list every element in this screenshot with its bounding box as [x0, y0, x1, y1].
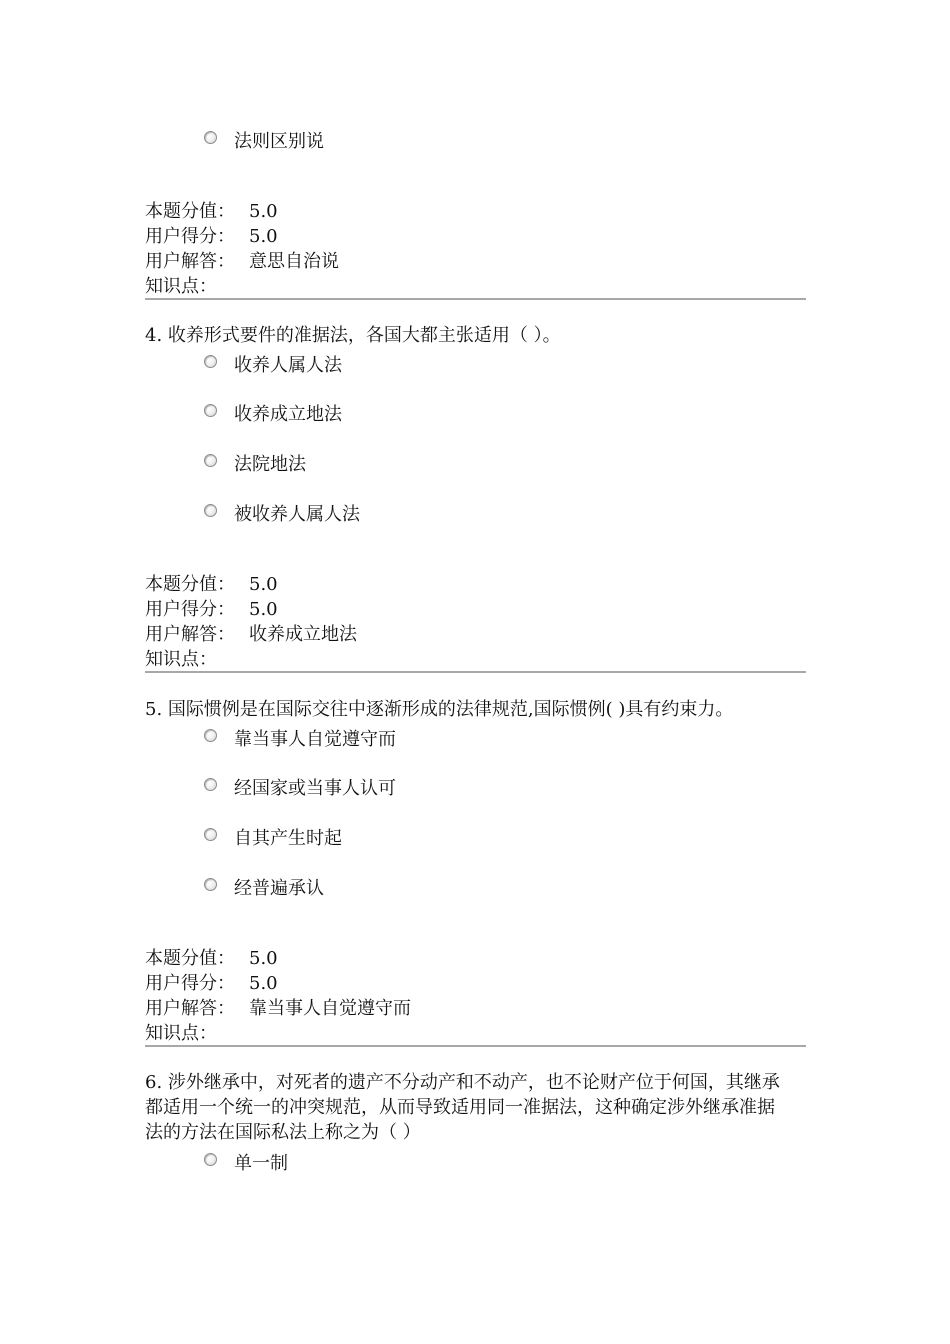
radio-icon[interactable]: [204, 729, 217, 742]
q3-result-meta: [145, 199, 525, 299]
score-value: 5.0: [249, 201, 278, 222]
user-score-row: [145, 971, 525, 996]
radio-icon[interactable]: [204, 454, 217, 467]
q4-result-meta: [145, 572, 525, 672]
score-label: 本题分值：: [145, 201, 235, 222]
radio-icon[interactable]: [204, 878, 217, 891]
divider: [145, 671, 806, 673]
user-score-row: [145, 597, 525, 622]
option-label: 收养人属人法: [234, 355, 342, 376]
q5-option-4[interactable]: [204, 876, 324, 902]
score-row: [145, 572, 525, 597]
score-row: [145, 199, 525, 224]
user-score-label: 用户得分：: [145, 599, 235, 620]
knowledge-row: [145, 274, 525, 299]
user-score-label: 用户得分：: [145, 973, 235, 994]
q6-text-line: 6. 涉外继承中，对死者的遗产不分动产和不动产，也不论财产位于何国，其继承: [145, 1072, 780, 1093]
user-answer-value: 意思自治说: [249, 251, 339, 272]
divider: [145, 1045, 806, 1047]
knowledge-row: [145, 647, 525, 672]
q5-option-3[interactable]: [204, 826, 342, 852]
knowledge-label: 知识点：: [145, 1023, 217, 1044]
option-label: 收养成立地法: [234, 404, 342, 425]
radio-icon[interactable]: [204, 828, 217, 841]
user-answer-row: [145, 249, 525, 274]
option-label: 被收养人属人法: [234, 504, 360, 525]
q5-result-meta: [145, 946, 525, 1046]
q4-option-3[interactable]: [204, 452, 306, 478]
user-answer-label: 用户解答：: [145, 998, 235, 1019]
user-score-value: 5.0: [249, 973, 278, 994]
q4-option-4[interactable]: [204, 502, 360, 528]
option-label: 经国家或当事人认可: [234, 778, 396, 799]
option-label: 经普遍承认: [234, 878, 324, 899]
user-answer-label: 用户解答：: [145, 251, 235, 272]
option-label: 法院地法: [234, 454, 306, 475]
q4-text: 4. 收养形式要件的准据法，各国大都主张适用（ ）。: [145, 325, 561, 346]
user-answer-label: 用户解答：: [145, 624, 235, 645]
q6-text: [145, 1070, 810, 1145]
q6-text-line: 都适用一个统一的冲突规范，从而导致适用同一准据法，这种确定涉外继承准据: [145, 1097, 775, 1118]
q4-option-2[interactable]: [204, 402, 342, 428]
radio-icon[interactable]: [204, 404, 217, 417]
score-value: 5.0: [249, 574, 278, 595]
q6-option-1[interactable]: [204, 1151, 288, 1177]
radio-icon[interactable]: [204, 355, 217, 368]
option-label: 自其产生时起: [234, 828, 342, 849]
knowledge-row: [145, 1021, 525, 1046]
radio-icon[interactable]: [204, 1153, 217, 1166]
q3-option-1[interactable]: [204, 129, 324, 155]
knowledge-label: 知识点：: [145, 649, 217, 670]
radio-icon[interactable]: [204, 131, 217, 144]
option-label: 法则区别说: [234, 131, 324, 152]
radio-icon[interactable]: [204, 778, 217, 791]
q5-option-2[interactable]: [204, 776, 396, 802]
user-answer-value: 靠当事人自觉遵守而: [249, 998, 411, 1019]
user-score-value: 5.0: [249, 599, 278, 620]
q6-text-line: 法的方法在国际私法上称之为（ ）: [145, 1122, 421, 1143]
q4-option-1[interactable]: [204, 353, 342, 379]
user-score-row: [145, 224, 525, 249]
radio-icon[interactable]: [204, 504, 217, 517]
q5-text: 5. 国际惯例是在国际交往中逐渐形成的法律规范,国际惯例( )具有约束力。: [145, 699, 734, 720]
score-label: 本题分值：: [145, 948, 235, 969]
user-score-value: 5.0: [249, 226, 278, 247]
user-answer-value: 收养成立地法: [249, 624, 357, 645]
divider: [145, 298, 806, 300]
score-value: 5.0: [249, 948, 278, 969]
option-label: 靠当事人自觉遵守而: [234, 729, 396, 750]
user-answer-row: [145, 996, 525, 1021]
knowledge-label: 知识点：: [145, 276, 217, 297]
score-row: [145, 946, 525, 971]
q5-option-1[interactable]: [204, 727, 396, 753]
user-score-label: 用户得分：: [145, 226, 235, 247]
user-answer-row: [145, 622, 525, 647]
option-label: 单一制: [234, 1153, 288, 1174]
score-label: 本题分值：: [145, 574, 235, 595]
